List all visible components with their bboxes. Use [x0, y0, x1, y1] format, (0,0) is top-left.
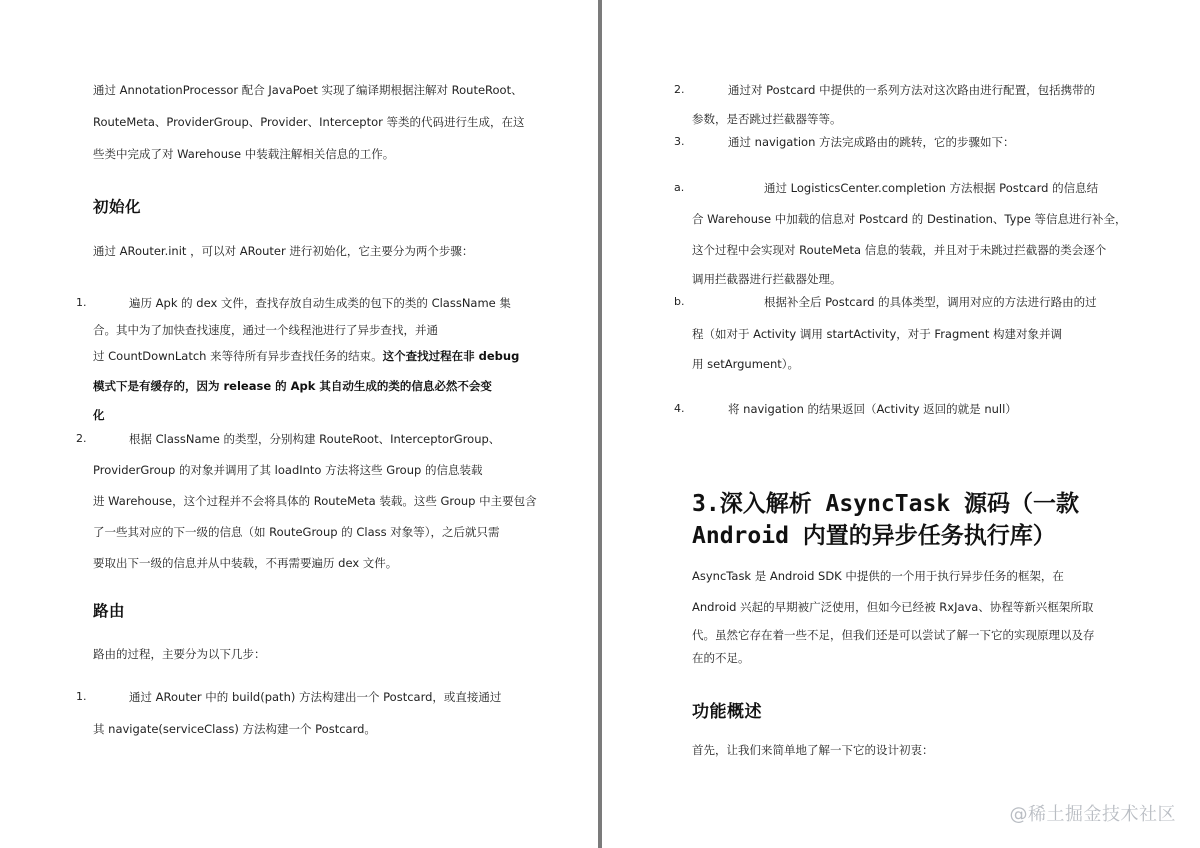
init-item1-line5: 化	[93, 408, 105, 422]
chapter-title-line1: 3.深入解析 AsyncTask 源码（一款	[692, 491, 1080, 517]
sub-b-line3: 用 setArgument）。	[692, 357, 800, 371]
init-desc: 通过 ARouter.init ，可以对 ARouter 进行初始化，它主要分为两个步骤：	[93, 244, 474, 258]
list-letter: a.	[674, 181, 685, 194]
heading-overview: 功能概述	[692, 702, 762, 722]
route-item1-line1: 通过 ARouter 中的 build(path) 方法构建出一个 Postcard，或直接通过	[129, 690, 502, 704]
intro-line-2: RouteMeta、ProviderGroup、Provider、Interceptor 等类的代码进行生成，在这	[93, 115, 525, 129]
list-number: 2.	[674, 83, 685, 96]
document-page-right	[602, 0, 1200, 848]
init-item2-line4: 了一些其对应的下一级的信息（如 RouteGroup 的 Class 对象等），之后就只需	[93, 525, 500, 539]
init-item1-line2: 合。其中为了加快查找速度，通过一个线程池进行了异步查找，并通	[93, 323, 438, 337]
list-number: 3.	[674, 135, 685, 148]
heading-route: 路由	[93, 602, 126, 620]
list-number: 1.	[76, 690, 87, 703]
sub-a-line1: 通过 LogisticsCenter.completion 方法根据 Postcard 的信息结	[764, 181, 1099, 195]
init-item2-line1: 根据 ClassName 的类型，分别构建 RouteRoot、InterceptorGroup、	[129, 432, 501, 446]
route-desc: 路由的过程，主要分为以下几步：	[93, 647, 266, 661]
sub-b-line2: 程（如对于 Activity 调用 startActivity，对于 Fragment 构建对象并调	[692, 327, 1063, 341]
list-number: 4.	[674, 402, 685, 415]
list-letter: b.	[674, 295, 685, 308]
init-item1-line3-bold: 这个查找过程在非 debug	[382, 349, 520, 363]
heading-init: 初始化	[93, 198, 142, 216]
route-item2-line1: 通过对 Postcard 中提供的一系列方法对这次路由进行配置，包括携带的	[728, 83, 1096, 97]
overview-desc: 首先，让我们来简单地了解一下它的设计初衷：	[692, 743, 934, 757]
sub-a-line2: 合 Warehouse 中加载的信息对 Postcard 的 Destination、Type 等信息进行补全，	[692, 212, 1127, 226]
list-number: 2.	[76, 432, 87, 445]
chapter-title-line2: Android 内置的异步任务执行库）	[692, 523, 1056, 549]
init-item1-line4: 模式下是有缓存的，因为 release 的 Apk 其自动生成的类的信息必然不会变	[93, 379, 492, 393]
chapter-para-line4: 在的不足。	[692, 651, 750, 665]
route-item3-line1: 通过 navigation 方法完成路由的跳转，它的步骤如下：	[728, 135, 1015, 149]
sub-a-line4: 调用拦截器进行拦截器处理。	[692, 272, 842, 286]
init-item2-line5: 要取出下一级的信息并从中装载，不再需要遍历 dex 文件。	[93, 556, 398, 570]
sub-b-line1: 根据补全后 Postcard 的具体类型，调用对应的方法进行路由的过	[764, 295, 1097, 309]
document-page-left	[0, 0, 598, 848]
route-item4: 将 navigation 的结果返回（Activity 返回的就是 null）	[728, 402, 1017, 416]
init-item2-line2: ProviderGroup 的对象并调用了其 loadInto 方法将这些 Group 的信息装载	[93, 463, 483, 477]
route-item1-line2: 其 navigate(serviceClass) 方法构建一个 Postcard。	[93, 722, 376, 736]
intro-line-3: 些类中完成了对 Warehouse 中装载注解相关信息的工作。	[93, 147, 395, 161]
init-item2-line3: 进 Warehouse，这个过程并不会将具体的 RouteMeta 装载。这些 Group 中主要包含	[93, 494, 537, 508]
sub-a-line3: 这个过程中会实现对 RouteMeta 信息的装载，并且对于未跳过拦截器的类会逐个	[692, 243, 1107, 257]
chapter-para-line2: Android 兴起的早期被广泛使用，但如今已经被 RxJava、协程等新兴框架所取	[692, 600, 1094, 614]
watermark: @稀土掘金技术社区	[1009, 804, 1176, 825]
chapter-para-line1: AsyncTask 是 Android SDK 中提供的一个用于执行异步任务的框架，在	[692, 569, 1064, 583]
chapter-para-line3: 代。虽然它存在着一些不足，但我们还是可以尝试了解一下它的实现原理以及存	[692, 628, 1095, 642]
init-item1-line1: 遍历 Apk 的 dex 文件，查找存放自动生成类的包下的类的 ClassName 集	[129, 296, 511, 310]
init-item1-line3-normal: 过 CountDownLatch 来等待所有异步查找任务的结束。	[93, 349, 383, 363]
list-number: 1.	[76, 296, 87, 309]
route-item2-line2: 参数，是否跳过拦截器等等。	[692, 112, 842, 126]
init-item1-line3	[93, 349, 519, 363]
intro-line-1: 通过 AnnotationProcessor 配合 JavaPoet 实现了编译期根据注解对 RouteRoot、	[93, 83, 523, 97]
